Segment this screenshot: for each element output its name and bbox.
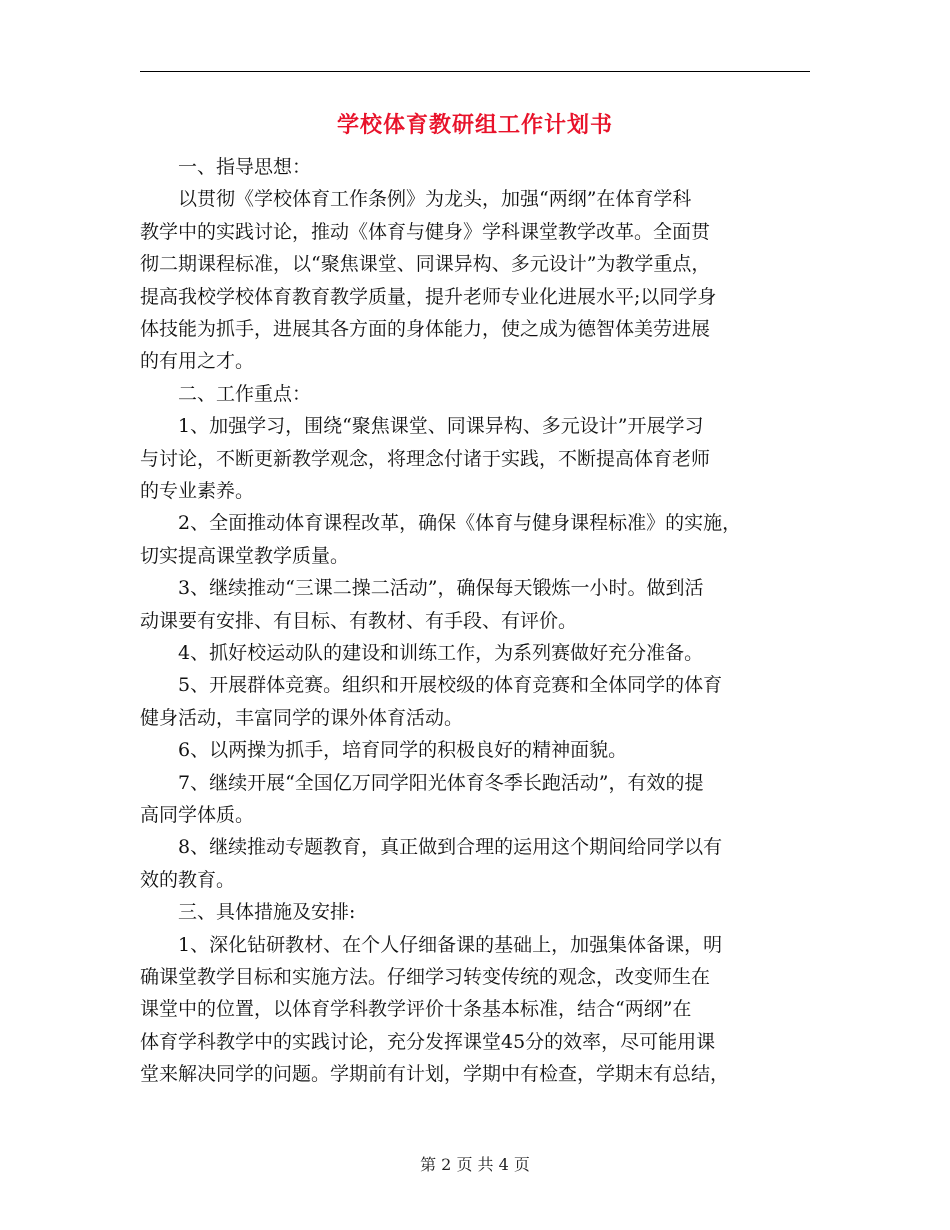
body-line: 的专业素养。 bbox=[140, 480, 255, 502]
body-line: 教学中的实践讨论，推动《体育与健身》学科课堂教学改革。全面贯 bbox=[140, 220, 711, 243]
body-line: 效的教育。 bbox=[140, 868, 236, 891]
body-line: 课堂中的位置，以体育学科教学评价十条基本标准，结合“两纲”在 bbox=[140, 998, 692, 1021]
body-line: 堂来解决同学的问题。学期前有计划，学期中有检查，学期末有总结， bbox=[140, 1063, 730, 1086]
page-footer: 第 2 页 共 4 页 bbox=[420, 1155, 530, 1174]
document-title: 学校体育教研组工作计划书 bbox=[336, 112, 613, 138]
body-line: 1、加强学习，围绕“聚焦课堂、同课异构、多元设计”开展学习 bbox=[140, 415, 704, 438]
body-line: 体育学科教学中的实践讨论，充分发挥课堂45分的效率，尽可能用课 bbox=[140, 1030, 716, 1053]
body-line: 三、具体措施及安排: bbox=[140, 901, 356, 924]
body-line: 2、全面推动体育课程改革，确保《体育与健身课程标准》的实施， bbox=[140, 512, 742, 535]
body-line: 3、继续推动“三课二操二活动”，确保每天锻炼一小时。做到活 bbox=[140, 577, 704, 600]
body-line: 4、抓好校运动队的建设和训练工作，为系列赛做好充分准备。 bbox=[140, 642, 704, 664]
body-line: 高同学体质。 bbox=[140, 804, 255, 826]
body-line: 以贯彻《学校体育工作条例》为龙头，加强“两纲”在体育学科 bbox=[140, 188, 692, 211]
body-line: 体技能为抓手，进展其各方面的身体能力，使之成为德智体美劳进展 bbox=[140, 318, 711, 340]
body-line: 的有用之才。 bbox=[140, 350, 255, 373]
body-line: 8、继续推动专题教育，真正做到合理的运用这个期间给同学以有 bbox=[140, 836, 723, 859]
body-line: 二、工作重点： bbox=[140, 382, 312, 405]
header-rule bbox=[140, 71, 810, 72]
body-line: 与讨论，不断更新教学观念，将理念付诸于实践，不断提高体育老师 bbox=[140, 447, 711, 470]
body-line: 确课堂教学目标和实施方法。仔细学习转变传统的观念，改变师生在 bbox=[140, 966, 711, 988]
body-line: 一、指导思想： bbox=[140, 156, 312, 178]
body-line: 切实提高课堂教学质量。 bbox=[140, 544, 350, 567]
body-line: 1、深化钻研教材、在个人仔细备课的基础上，加强集体备课，明 bbox=[140, 933, 723, 956]
body-line: 6、以两操为抓手，培育同学的积极良好的精神面貌。 bbox=[140, 739, 628, 762]
body-line: 7、继续开展“全国亿万同学阳光体育冬季长跑活动”，有效的提 bbox=[140, 771, 704, 794]
body-line: 动课要有安排、有目标、有教材、有手段、有评价。 bbox=[140, 609, 578, 632]
body-line: 5、开展群体竞赛。组织和开展校级的体育竞赛和全体同学的体育 bbox=[140, 674, 723, 697]
body-line: 提高我校学校体育教育教学质量，提升老师专业化进展水平;以同学身 bbox=[140, 285, 717, 308]
body-line: 健身活动，丰富同学的课外体育活动。 bbox=[140, 706, 464, 729]
body-line: 彻二期课程标准，以“聚焦课堂、同课异构、多元设计”为教学重点， bbox=[140, 253, 711, 276]
